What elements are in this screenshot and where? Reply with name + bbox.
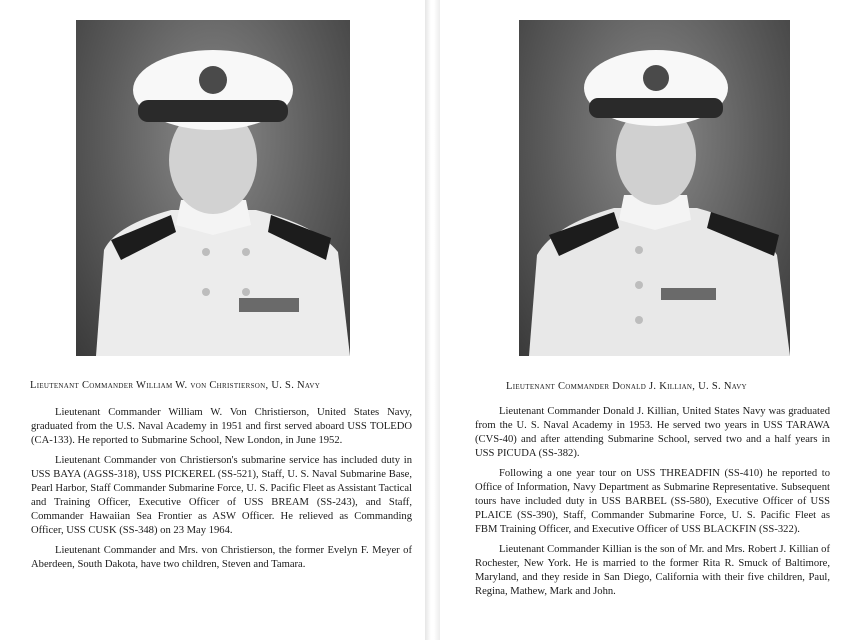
portrait-caption: Lieutenant Commander Donald J. Killian, U. S. Navy: [506, 381, 747, 392]
bio-paragraph: Following a one year tour on USS THREADFIN (SS-410) he reported to Office of Information, Navy Department as Submarine Representative. Subsequent tours have included duty in USS BARBEL (SS-580), Executive Officer of USS PLAICE (SS-390), Staff, Commander Submarine Force, U. S. Pacific Fleet as FBM Training Officer, and Executive Officer of USS BLACKFIN (SS-322).: [475, 468, 830, 535]
page-gutter: [425, 0, 440, 640]
portrait-photo-killian: [519, 20, 790, 356]
biography-text: [475, 405, 830, 605]
bio-paragraph: Lieutenant Commander and Mrs. von Christierson, the former Evelyn F. Meyer of Aberdeen, South Dakota, have two children, Steven and Tamara.: [31, 545, 412, 570]
biography-text: [31, 406, 412, 578]
right-page: [440, 0, 850, 640]
portrait-caption: Lieutenant Commander William W. von Christierson, U. S. Navy: [30, 380, 321, 391]
bio-paragraph: Lieutenant Commander Killian is the son of Mr. and Mrs. Robert J. Killian of Rochester, New York. He is married to the former Rita R. Smuck of Baltimore, Maryland, and they reside in San Diego, California with their five children, Paul, Regina, Mathew, Mark and John.: [475, 544, 830, 597]
bio-paragraph: Lieutenant Commander William W. Von Christierson, United States Navy, graduated from the U.S. Naval Academy in 1951 and first served aboard USS TOLEDO (CA-133). He reported to Submarine School, New London, in June 1952.: [31, 407, 412, 446]
bio-paragraph: Lieutenant Commander Donald J. Killian, United States Navy was graduated from the U. S. Naval Academy in 1953. He served two years in USS TARAWA (CVS-40) and after attending Submarine School, served two and a half years in USS PICUDA (SS-382).: [475, 406, 830, 459]
portrait-photo-von-christierson: [76, 20, 350, 356]
bio-paragraph: Lieutenant Commander von Christierson's submarine service has included duty in USS BAYA (AGSS-318), USS PICKEREL (SS-521), Staff, U. S. Naval Submarine Base, Pearl Harbor, Staff Commander Submarine Force, U. S. Pacific Fleet as Assistant Tactical and Training Officer, Executive Officer of USS BREAM (SS-243), and Staff, Commander Hawaiian Sea Frontier as ASW Officer. He relieved as Commanding Officer, USS CUSK (SS-348) on 23 May 1964.: [31, 455, 412, 536]
